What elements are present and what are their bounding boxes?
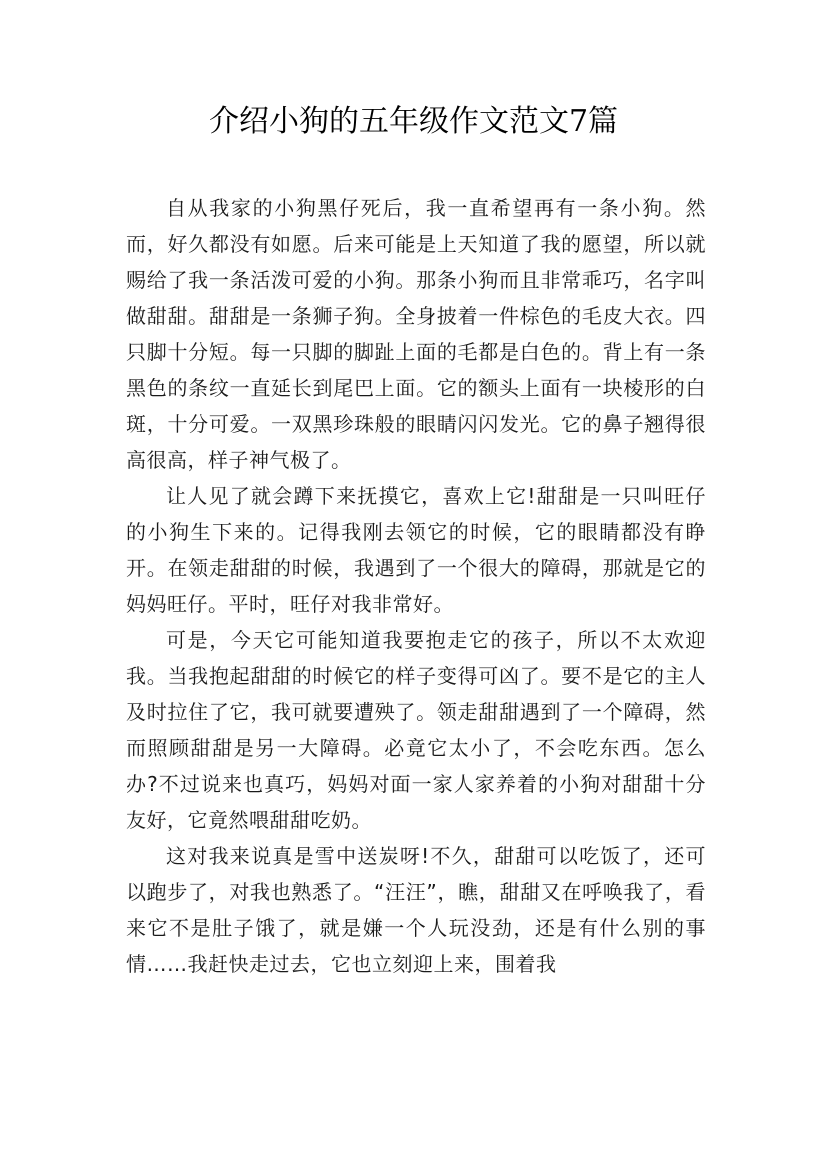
document-title: 介绍小狗的五年级作文范文7篇 <box>208 104 619 139</box>
paragraph: 让人见了就会蹲下来抚摸它，喜欢上它!甜甜是一只叫旺仔的小狗生下来的。记得我刚去领它的时候，它的眼睛都没有睁开。在领走甜甜的时候，我遇到了一个很大的障碍，那就是它的妈妈旺仔。平时，旺仔对我非常好。 <box>126 484 706 616</box>
paragraph: 这对我来说真是雪中送炭呀!不久，甜甜可以吃饭了，还可以跑步了，对我也熟悉了。“汪汪”，瞧，甜甜又在呼唤我了，看来它不是肚子饿了，就是嫌一个人玩没劲，还是有什么别的事情……我赶快走过去，它也立刻迎上来，围着我 <box>126 844 706 976</box>
document-body <box>126 190 706 982</box>
paragraph: 可是，今天它可能知道我要抱走它的孩子，所以不太欢迎我。当我抱起甜甜的时候它的样子变得可凶了。要不是它的主人及时拉住了它，我可就要遭殃了。领走甜甜遇到了一个障碍，然而照顾甜甜是另一大障碍。必竟它太小了，不会吃东西。怎么办?不过说来也真巧，妈妈对面一家人家养着的小狗对甜甜十分友好，它竟然喂甜甜吃奶。 <box>126 628 706 832</box>
paragraph: 自从我家的小狗黑仔死后，我一直希望再有一条小狗。然而，好久都没有如愿。后来可能是上天知道了我的愿望，所以就赐给了我一条活泼可爱的小狗。那条小狗而且非常乖巧，名字叫做甜甜。甜甜是一条狮子狗。全身披着一件棕色的毛皮大衣。四只脚十分短。每一只脚的脚趾上面的毛都是白色的。背上有一条黑色的条纹一直延长到尾巴上面。它的额头上面有一块棱形的白斑，十分可爱。一双黑珍珠般的眼睛闪闪发光。它的鼻子翘得很高很高，样子神气极了。 <box>126 196 706 472</box>
